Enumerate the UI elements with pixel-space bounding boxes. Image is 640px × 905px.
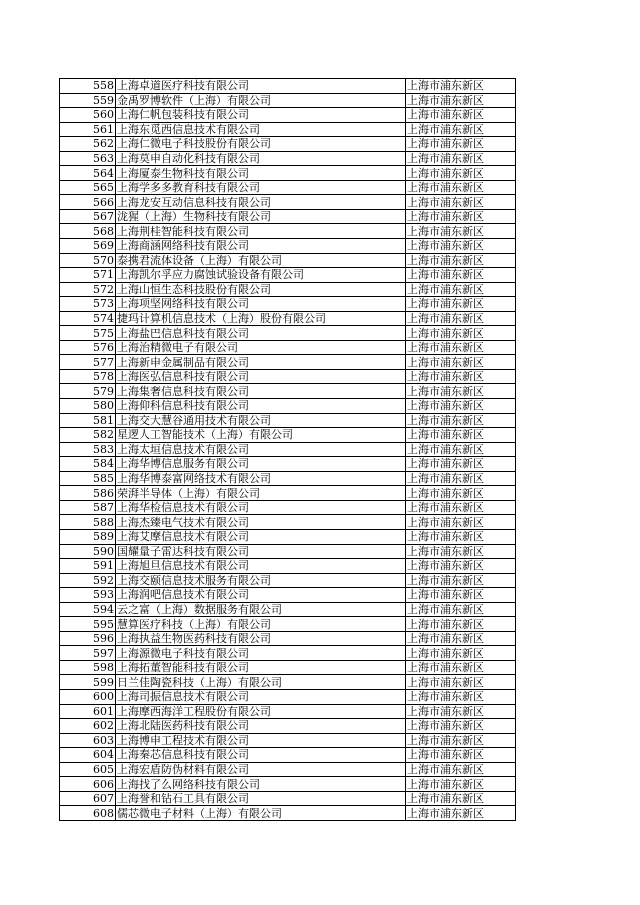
company-name-cell: 上海执益生物医药科技有限公司 — [116, 631, 406, 646]
district-cell: 上海市浦东新区 — [406, 137, 516, 152]
row-number-cell: 569 — [60, 239, 116, 254]
district-cell: 上海市浦东新区 — [406, 166, 516, 181]
company-name-cell: 上海龙安互动信息科技有限公司 — [116, 195, 406, 210]
district-cell: 上海市浦东新区 — [406, 122, 516, 137]
table-row — [60, 602, 516, 617]
table-row — [60, 268, 516, 283]
table-row — [60, 253, 516, 268]
row-number-cell: 565 — [60, 180, 116, 195]
table-row — [60, 282, 516, 297]
district-cell: 上海市浦东新区 — [406, 209, 516, 224]
district-cell: 上海市浦东新区 — [406, 762, 516, 777]
company-name-cell: 上海东觅西信息技术有限公司 — [116, 122, 406, 137]
table-row — [60, 122, 516, 137]
company-name-cell: 上海治精微电子有限公司 — [116, 340, 406, 355]
district-cell: 上海市浦东新区 — [406, 369, 516, 384]
table-row — [60, 413, 516, 428]
row-number-cell: 602 — [60, 719, 116, 734]
row-number-cell: 595 — [60, 617, 116, 632]
district-cell: 上海市浦东新区 — [406, 500, 516, 515]
row-number-cell: 599 — [60, 675, 116, 690]
table-row — [60, 224, 516, 239]
district-cell: 上海市浦东新区 — [406, 631, 516, 646]
district-cell: 上海市浦东新区 — [406, 355, 516, 370]
row-number-cell: 596 — [60, 631, 116, 646]
company-name-cell: 上海医弘信息科技有限公司 — [116, 369, 406, 384]
row-number-cell: 581 — [60, 413, 116, 428]
table-row — [60, 239, 516, 254]
company-name-cell: 上海旭旦信息技术有限公司 — [116, 559, 406, 574]
district-cell: 上海市浦东新区 — [406, 413, 516, 428]
table-row — [60, 428, 516, 443]
company-name-cell: 上海摩西海洋工程股份有限公司 — [116, 704, 406, 719]
row-number-cell: 578 — [60, 369, 116, 384]
table-body — [60, 79, 516, 821]
company-name-cell: 泰携君流体设备（上海）有限公司 — [116, 253, 406, 268]
district-cell: 上海市浦东新区 — [406, 297, 516, 312]
district-cell: 上海市浦东新区 — [406, 282, 516, 297]
row-number-cell: 583 — [60, 442, 116, 457]
district-cell: 上海市浦东新区 — [406, 704, 516, 719]
row-number-cell: 576 — [60, 340, 116, 355]
company-name-cell: 上海誉和钻石工具有限公司 — [116, 791, 406, 806]
table-row — [60, 806, 516, 821]
row-number-cell: 597 — [60, 646, 116, 661]
table-row — [60, 108, 516, 123]
table-row — [60, 500, 516, 515]
company-name-cell: 上海仰科信息科技有限公司 — [116, 399, 406, 414]
company-name-cell: 上海山恒生态科技股份有限公司 — [116, 282, 406, 297]
table-row — [60, 588, 516, 603]
row-number-cell: 575 — [60, 326, 116, 341]
table-row — [60, 733, 516, 748]
company-name-cell: 星逻人工智能技术（上海）有限公司 — [116, 428, 406, 443]
table-row — [60, 762, 516, 777]
district-cell: 上海市浦东新区 — [406, 326, 516, 341]
table-row — [60, 559, 516, 574]
row-number-cell: 603 — [60, 733, 116, 748]
table-row — [60, 297, 516, 312]
district-cell: 上海市浦东新区 — [406, 253, 516, 268]
row-number-cell: 589 — [60, 529, 116, 544]
district-cell: 上海市浦东新区 — [406, 195, 516, 210]
district-cell: 上海市浦东新区 — [406, 471, 516, 486]
company-name-cell: 上海交大慧谷通用技术有限公司 — [116, 413, 406, 428]
row-number-cell: 593 — [60, 588, 116, 603]
table-row — [60, 195, 516, 210]
company-name-cell: 上海司振信息技术有限公司 — [116, 689, 406, 704]
row-number-cell: 577 — [60, 355, 116, 370]
district-cell: 上海市浦东新区 — [406, 660, 516, 675]
district-cell: 上海市浦东新区 — [406, 311, 516, 326]
district-cell: 上海市浦东新区 — [406, 151, 516, 166]
table-row — [60, 93, 516, 108]
table-row — [60, 689, 516, 704]
company-name-cell: 上海华博泰富网络技术有限公司 — [116, 471, 406, 486]
company-name-cell: 上海仁帆包装科技有限公司 — [116, 108, 406, 123]
district-cell: 上海市浦东新区 — [406, 79, 516, 94]
district-cell: 上海市浦东新区 — [406, 93, 516, 108]
company-name-cell: 上海北陆医药科技有限公司 — [116, 719, 406, 734]
table-row — [60, 355, 516, 370]
district-cell: 上海市浦东新区 — [406, 224, 516, 239]
district-cell: 上海市浦东新区 — [406, 486, 516, 501]
table-row — [60, 180, 516, 195]
row-number-cell: 580 — [60, 399, 116, 414]
row-number-cell: 582 — [60, 428, 116, 443]
row-number-cell: 600 — [60, 689, 116, 704]
table-row — [60, 617, 516, 632]
company-name-cell: 上海仁微电子科技股份有限公司 — [116, 137, 406, 152]
table-row — [60, 151, 516, 166]
row-number-cell: 604 — [60, 748, 116, 763]
table-row — [60, 544, 516, 559]
table-row — [60, 369, 516, 384]
table-row — [60, 529, 516, 544]
table-row — [60, 340, 516, 355]
district-cell: 上海市浦东新区 — [406, 268, 516, 283]
table-row — [60, 631, 516, 646]
district-cell: 上海市浦东新区 — [406, 573, 516, 588]
company-name-cell: 慧算医疗科技（上海）有限公司 — [116, 617, 406, 632]
row-number-cell: 606 — [60, 777, 116, 792]
company-name-cell: 上海卓道医疗科技有限公司 — [116, 79, 406, 94]
company-name-cell: 上海项坚网络科技有限公司 — [116, 297, 406, 312]
district-cell: 上海市浦东新区 — [406, 515, 516, 530]
company-name-cell: 上海荆桂智能科技有限公司 — [116, 224, 406, 239]
table-row — [60, 326, 516, 341]
district-cell: 上海市浦东新区 — [406, 588, 516, 603]
table-row — [60, 646, 516, 661]
row-number-cell: 579 — [60, 384, 116, 399]
row-number-cell: 561 — [60, 122, 116, 137]
company-name-cell: 上海博申工程技术有限公司 — [116, 733, 406, 748]
row-number-cell: 607 — [60, 791, 116, 806]
row-number-cell: 566 — [60, 195, 116, 210]
row-number-cell: 573 — [60, 297, 116, 312]
table-row — [60, 791, 516, 806]
row-number-cell: 601 — [60, 704, 116, 719]
company-name-cell: 上海源微电子科技有限公司 — [116, 646, 406, 661]
table-row — [60, 79, 516, 94]
table-row — [60, 442, 516, 457]
district-cell: 上海市浦东新区 — [406, 457, 516, 472]
company-name-cell: 儒芯微电子材料（上海）有限公司 — [116, 806, 406, 821]
row-number-cell: 570 — [60, 253, 116, 268]
company-name-cell: 金禹罗博软件（上海）有限公司 — [116, 93, 406, 108]
company-name-cell: 上海杰臻电气技术有限公司 — [116, 515, 406, 530]
row-number-cell: 571 — [60, 268, 116, 283]
table-row — [60, 457, 516, 472]
row-number-cell: 559 — [60, 93, 116, 108]
table-row — [60, 719, 516, 734]
company-name-cell: 上海新申金属制品有限公司 — [116, 355, 406, 370]
table-row — [60, 660, 516, 675]
company-name-cell: 国耀量子雷达科技有限公司 — [116, 544, 406, 559]
company-name-cell: 上海商涵网络科技有限公司 — [116, 239, 406, 254]
table-row — [60, 166, 516, 181]
district-cell: 上海市浦东新区 — [406, 428, 516, 443]
district-cell: 上海市浦东新区 — [406, 719, 516, 734]
company-name-cell: 上海集奢信息科技有限公司 — [116, 384, 406, 399]
company-name-cell: 上海莫申自动化科技有限公司 — [116, 151, 406, 166]
district-cell: 上海市浦东新区 — [406, 602, 516, 617]
table-row — [60, 704, 516, 719]
company-name-cell: 上海凯尔孚应力腐蚀试验设备有限公司 — [116, 268, 406, 283]
district-cell: 上海市浦东新区 — [406, 617, 516, 632]
row-number-cell: 590 — [60, 544, 116, 559]
company-name-cell: 日兰佳陶瓷科技（上海）有限公司 — [116, 675, 406, 690]
company-name-cell: 上海宏盾防伪材料有限公司 — [116, 762, 406, 777]
district-cell: 上海市浦东新区 — [406, 544, 516, 559]
company-name-cell: 上海交颐信息技术服务有限公司 — [116, 573, 406, 588]
table-row — [60, 137, 516, 152]
table-row — [60, 486, 516, 501]
row-number-cell: 562 — [60, 137, 116, 152]
row-number-cell: 587 — [60, 500, 116, 515]
district-cell: 上海市浦东新区 — [406, 559, 516, 574]
row-number-cell: 558 — [60, 79, 116, 94]
company-list-table — [59, 78, 516, 821]
row-number-cell: 563 — [60, 151, 116, 166]
company-name-cell: 上海秦芯信息科技有限公司 — [116, 748, 406, 763]
row-number-cell: 567 — [60, 209, 116, 224]
row-number-cell: 560 — [60, 108, 116, 123]
row-number-cell: 598 — [60, 660, 116, 675]
district-cell: 上海市浦东新区 — [406, 646, 516, 661]
company-name-cell: 上海拓董智能科技有限公司 — [116, 660, 406, 675]
row-number-cell: 594 — [60, 602, 116, 617]
district-cell: 上海市浦东新区 — [406, 675, 516, 690]
district-cell: 上海市浦东新区 — [406, 791, 516, 806]
company-name-cell: 捷玛计算机信息技术（上海）股份有限公司 — [116, 311, 406, 326]
table-row — [60, 311, 516, 326]
company-name-cell: 上海盐巴信息科技有限公司 — [116, 326, 406, 341]
district-cell: 上海市浦东新区 — [406, 180, 516, 195]
district-cell: 上海市浦东新区 — [406, 384, 516, 399]
row-number-cell: 568 — [60, 224, 116, 239]
table-row — [60, 471, 516, 486]
company-name-cell: 上海找了么网络科技有限公司 — [116, 777, 406, 792]
table-row — [60, 515, 516, 530]
district-cell: 上海市浦东新区 — [406, 777, 516, 792]
district-cell: 上海市浦东新区 — [406, 529, 516, 544]
row-number-cell: 605 — [60, 762, 116, 777]
company-name-cell: 泷猩（上海）生物科技有限公司 — [116, 209, 406, 224]
district-cell: 上海市浦东新区 — [406, 108, 516, 123]
table-row — [60, 399, 516, 414]
table-row — [60, 384, 516, 399]
table-row — [60, 209, 516, 224]
row-number-cell: 608 — [60, 806, 116, 821]
table-row — [60, 675, 516, 690]
company-name-cell: 上海太垣信息技术有限公司 — [116, 442, 406, 457]
company-name-cell: 上海厦泰生物科技有限公司 — [116, 166, 406, 181]
row-number-cell: 591 — [60, 559, 116, 574]
row-number-cell: 564 — [60, 166, 116, 181]
company-name-cell: 荣湃半导体（上海）有限公司 — [116, 486, 406, 501]
district-cell: 上海市浦东新区 — [406, 748, 516, 763]
district-cell: 上海市浦东新区 — [406, 442, 516, 457]
district-cell: 上海市浦东新区 — [406, 689, 516, 704]
company-name-cell: 上海润吧信息技术有限公司 — [116, 588, 406, 603]
district-cell: 上海市浦东新区 — [406, 399, 516, 414]
row-number-cell: 572 — [60, 282, 116, 297]
table-row — [60, 748, 516, 763]
row-number-cell: 586 — [60, 486, 116, 501]
district-cell: 上海市浦东新区 — [406, 239, 516, 254]
row-number-cell: 585 — [60, 471, 116, 486]
company-name-cell: 上海华博信息服务有限公司 — [116, 457, 406, 472]
company-name-cell: 云之富（上海）数据服务有限公司 — [116, 602, 406, 617]
company-name-cell: 上海艾摩信息技术有限公司 — [116, 529, 406, 544]
district-cell: 上海市浦东新区 — [406, 340, 516, 355]
company-name-cell: 上海华检信息技术有限公司 — [116, 500, 406, 515]
row-number-cell: 588 — [60, 515, 116, 530]
table-row — [60, 777, 516, 792]
district-cell: 上海市浦东新区 — [406, 733, 516, 748]
row-number-cell: 584 — [60, 457, 116, 472]
company-name-cell: 上海学多多教育科技有限公司 — [116, 180, 406, 195]
row-number-cell: 574 — [60, 311, 116, 326]
table-row — [60, 573, 516, 588]
row-number-cell: 592 — [60, 573, 116, 588]
district-cell: 上海市浦东新区 — [406, 806, 516, 821]
